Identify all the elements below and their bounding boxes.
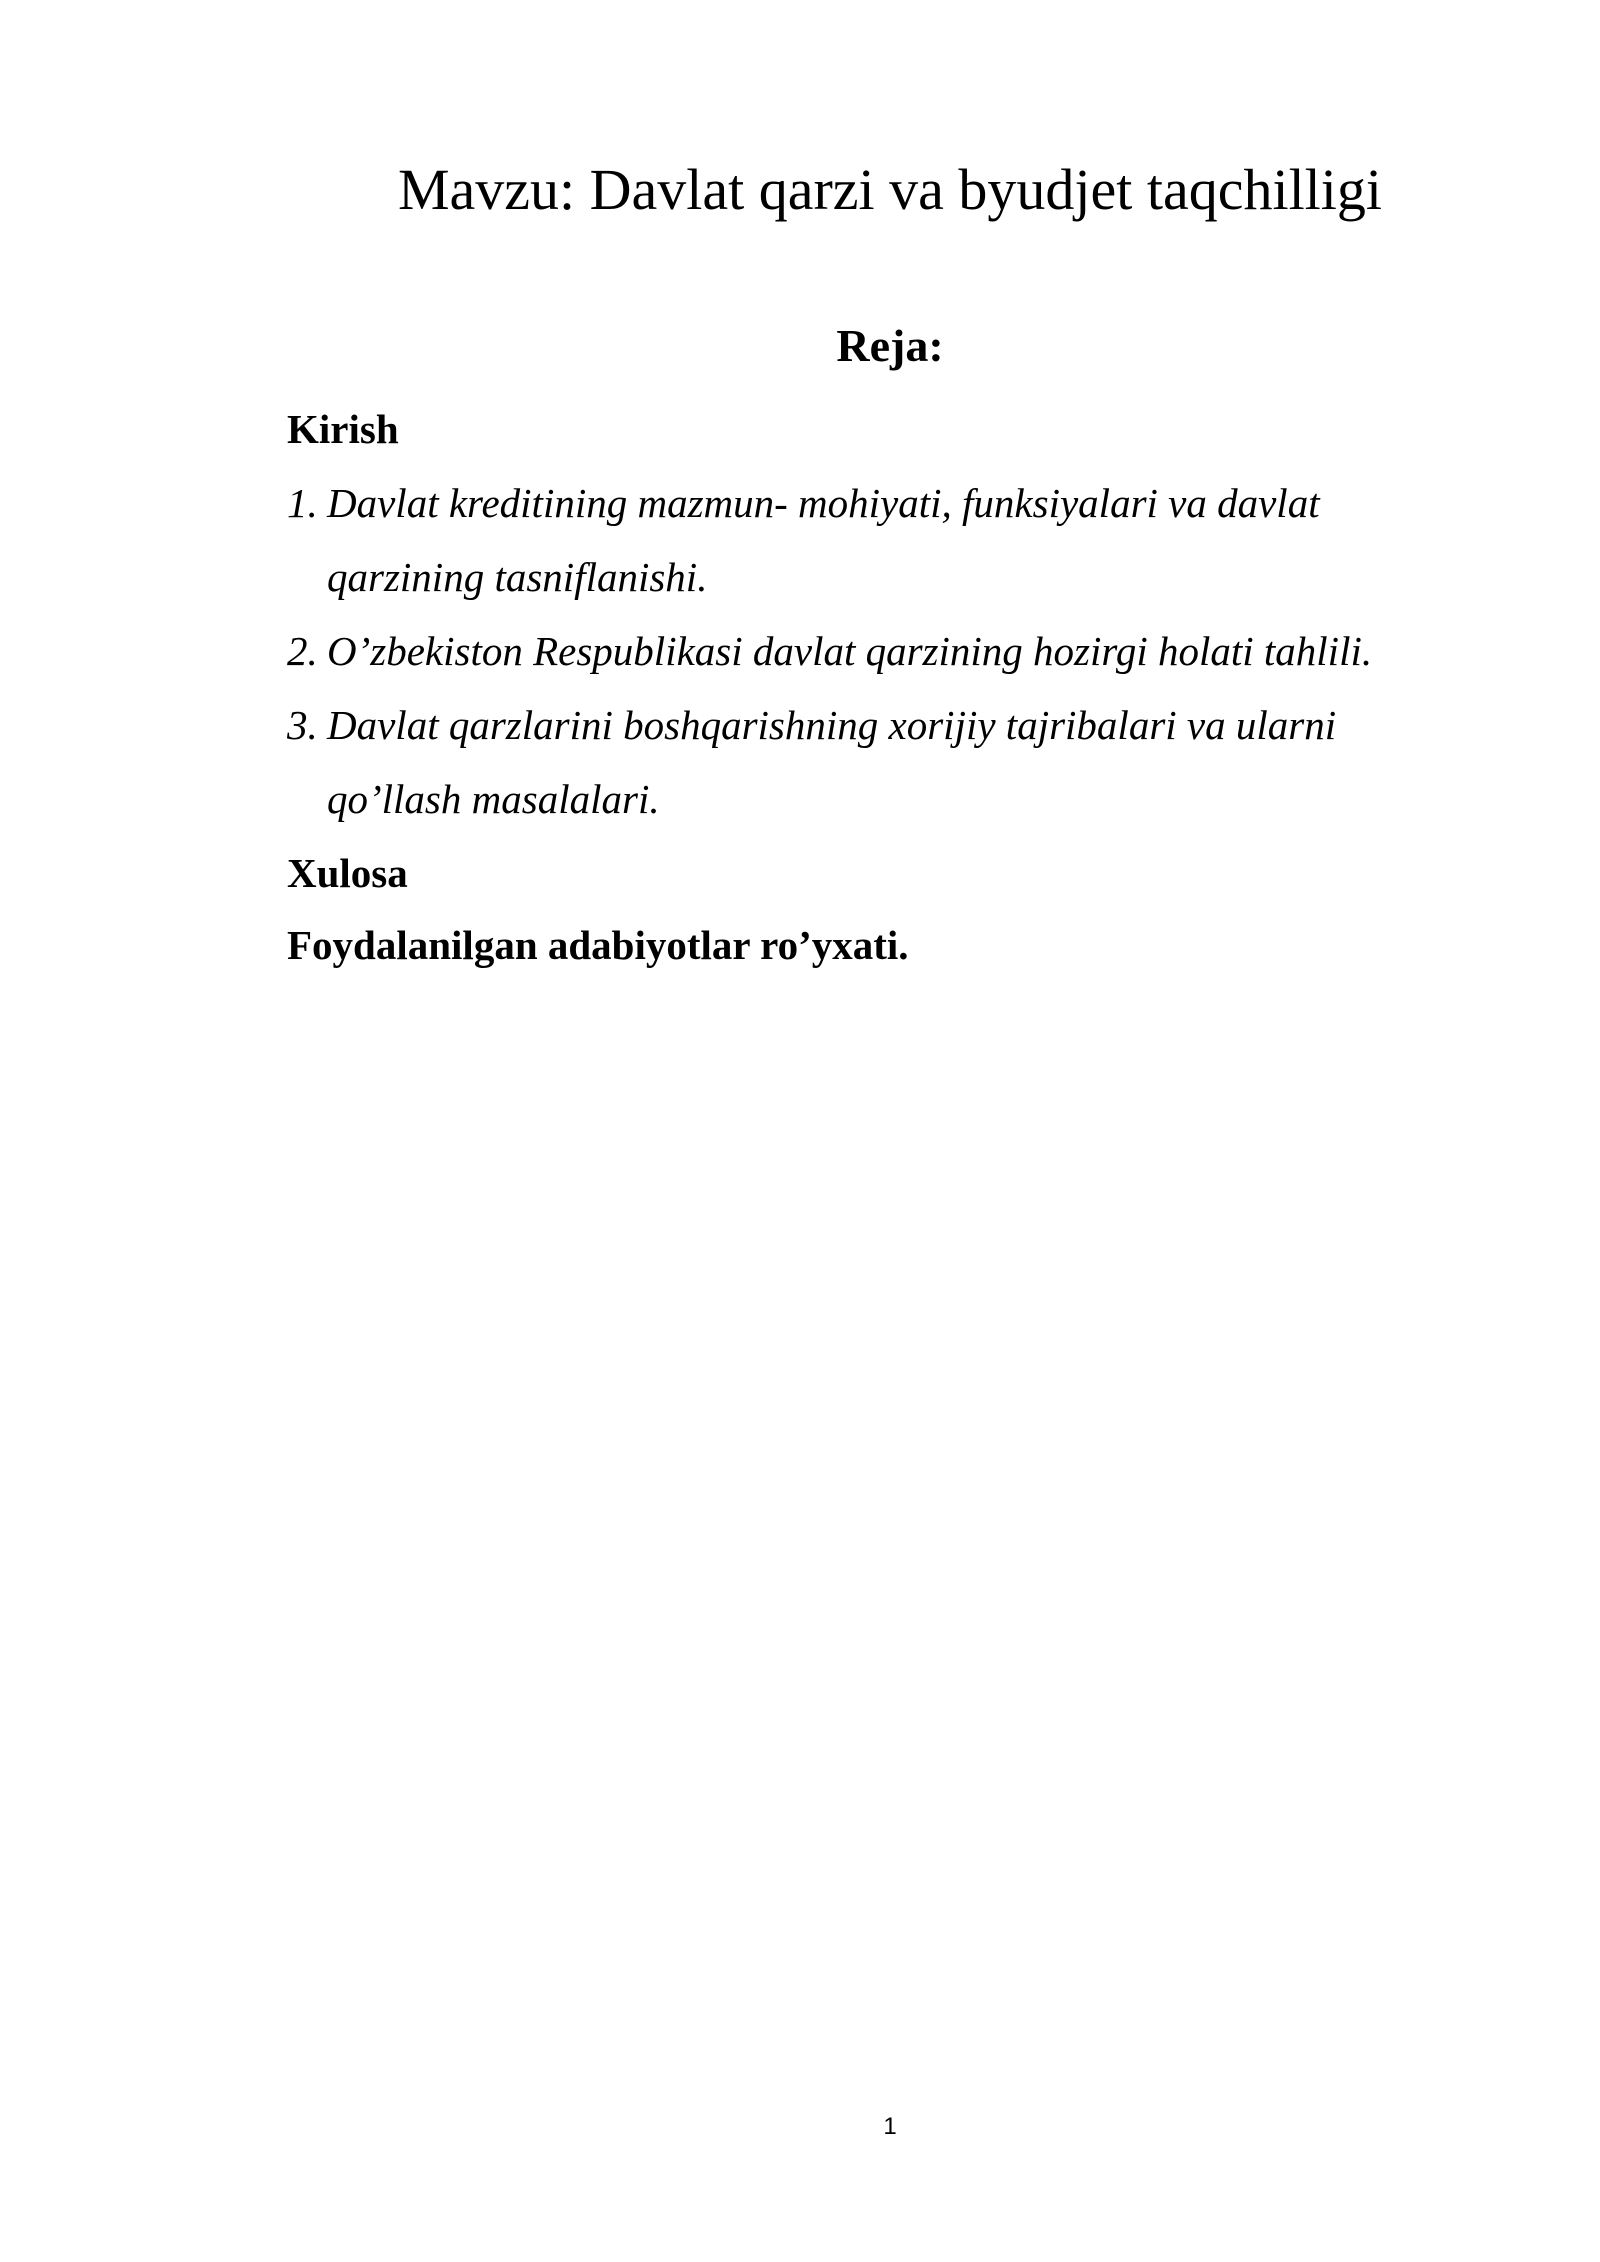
references-heading: Foydalanilgan adabiyotlar ro’yxati. [287,922,909,968]
plan-item-text: O’zbekiston Respublikasi davlat qarzining hozirgi holati tahlili. [327,628,1373,674]
plan-item-number: 1. [287,480,318,526]
page-number: 1 [883,2113,897,2140]
plan-item-1 [287,466,1447,614]
plan-heading: Reja: [836,320,944,371]
conclusion-heading: Xulosa [287,850,408,896]
document-title: Mavzu: Davlat qarzi va byudjet taqchilligi [397,157,1383,222]
plan-item-text: Davlat qarzlarini boshqarishning xorijiy tajribalari va ularni qo’llash masalalari. [327,702,1337,822]
plan-item-number: 3. [287,702,318,748]
plan-item-2 [287,614,1447,688]
plan-item-text: Davlat kreditining mazmun- mohiyati, funksiyalari va davlat qarzining tasniflanishi. [327,480,1320,600]
intro-heading: Kirish [287,406,399,452]
plan-item-number: 2. [287,628,318,674]
plan-content [287,392,1447,980]
plan-item-3 [287,688,1447,836]
